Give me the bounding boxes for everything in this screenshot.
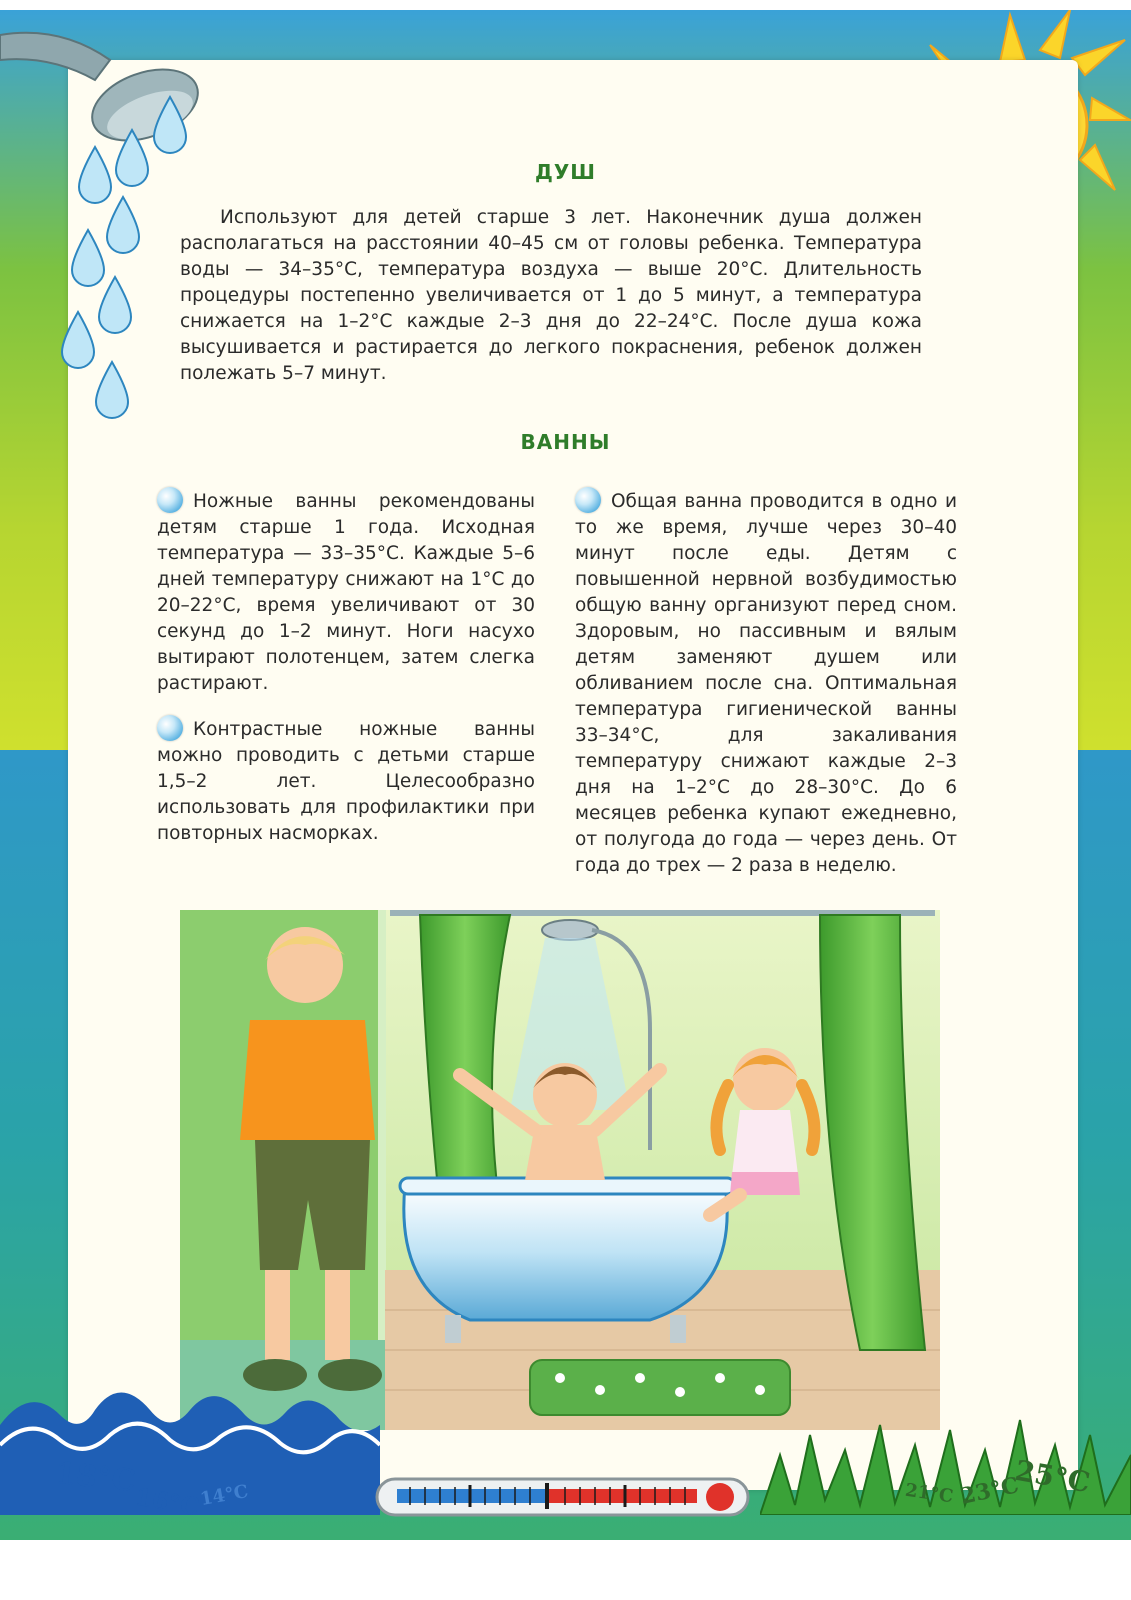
temperature-label-25: 25°C [1012, 1453, 1093, 1500]
list-item-text: Ножные ванны рекомендованы детям старше 1 года. Исходная температура — 33–35°С. Каждые 5–6 дней температуру снижают на 1°С до 20–22°С, время увеличивают от 30 секунд до 1–2 минут. Ноги насухо вытирают полотенцем, затем слегка растирают. [157, 491, 535, 694]
list-item [157, 715, 535, 847]
baths-right-column [575, 487, 957, 879]
shower-paragraph [180, 205, 922, 387]
bullet-bubble-icon [157, 715, 183, 741]
shower-text: Используют для детей старше 3 лет. Наконечник душа должен располагаться на расстоянии 40–45 см от головы ребенка. Температура воды — 34–35°С, температура воздуха — выше 20°С. Длительность процедуры постепенно увеличивается от 1 до 5 минут, а температура снижается на 1–2°С каждые 2–3 дня до 22–24°С. После душа кожа высушивается и растирается до легкого покраснения, ребенок должен полежать 5–7 минут. [180, 207, 922, 384]
thermometer-icon [375, 1475, 750, 1519]
temperature-label-14: 14°C [198, 1480, 250, 1511]
list-item-text: Контрастные ножные ванны можно проводить с детьми старше 1,5–2 лет. Целесообразно использовать для профилактики при повторных насморках. [157, 719, 535, 844]
list-item [575, 487, 957, 879]
thermometer-warm-fill [547, 1489, 697, 1503]
water-drop-icon [103, 195, 143, 255]
water-drop-icon [92, 360, 132, 420]
bathroom-illustration [180, 910, 940, 1430]
thermometer-cold-fill [397, 1489, 547, 1503]
bullet-bubble-icon [157, 487, 183, 513]
water-drop-icon [95, 275, 135, 335]
list-item-text: Общая ванна проводится в одно и то же время, лучше через 30–40 минут после еды. Детям с повышенной нервной возбудимостью общую ванну организуют перед сном. Здоровым, но пассивным и вялым детям заменяют душем или обливанием после сна. Оптимальная температура гигиенической ванны 33–34°С, для закаливания температуру снижают каждые 2–3 дня на 1–2°С до 28–30°С. До 6 месяцев ребенка купают ежедневно, от полугода до года — через день. От года до трех — 2 раза в неделю. [575, 491, 957, 876]
temperature-label-23: 23°C [957, 1472, 1022, 1510]
shower-heading: ДУШ [535, 160, 596, 184]
temperature-label-21: 21°C [903, 1479, 955, 1508]
baths-heading: ВАННЫ [520, 430, 611, 454]
bullet-bubble-icon [575, 487, 601, 513]
list-item [157, 487, 535, 697]
water-drop-icon [150, 95, 190, 155]
temperature-label-18: 18°C [53, 1455, 138, 1500]
temperature-label-16: 16°C [132, 1481, 202, 1522]
baths-left-column [157, 487, 535, 847]
